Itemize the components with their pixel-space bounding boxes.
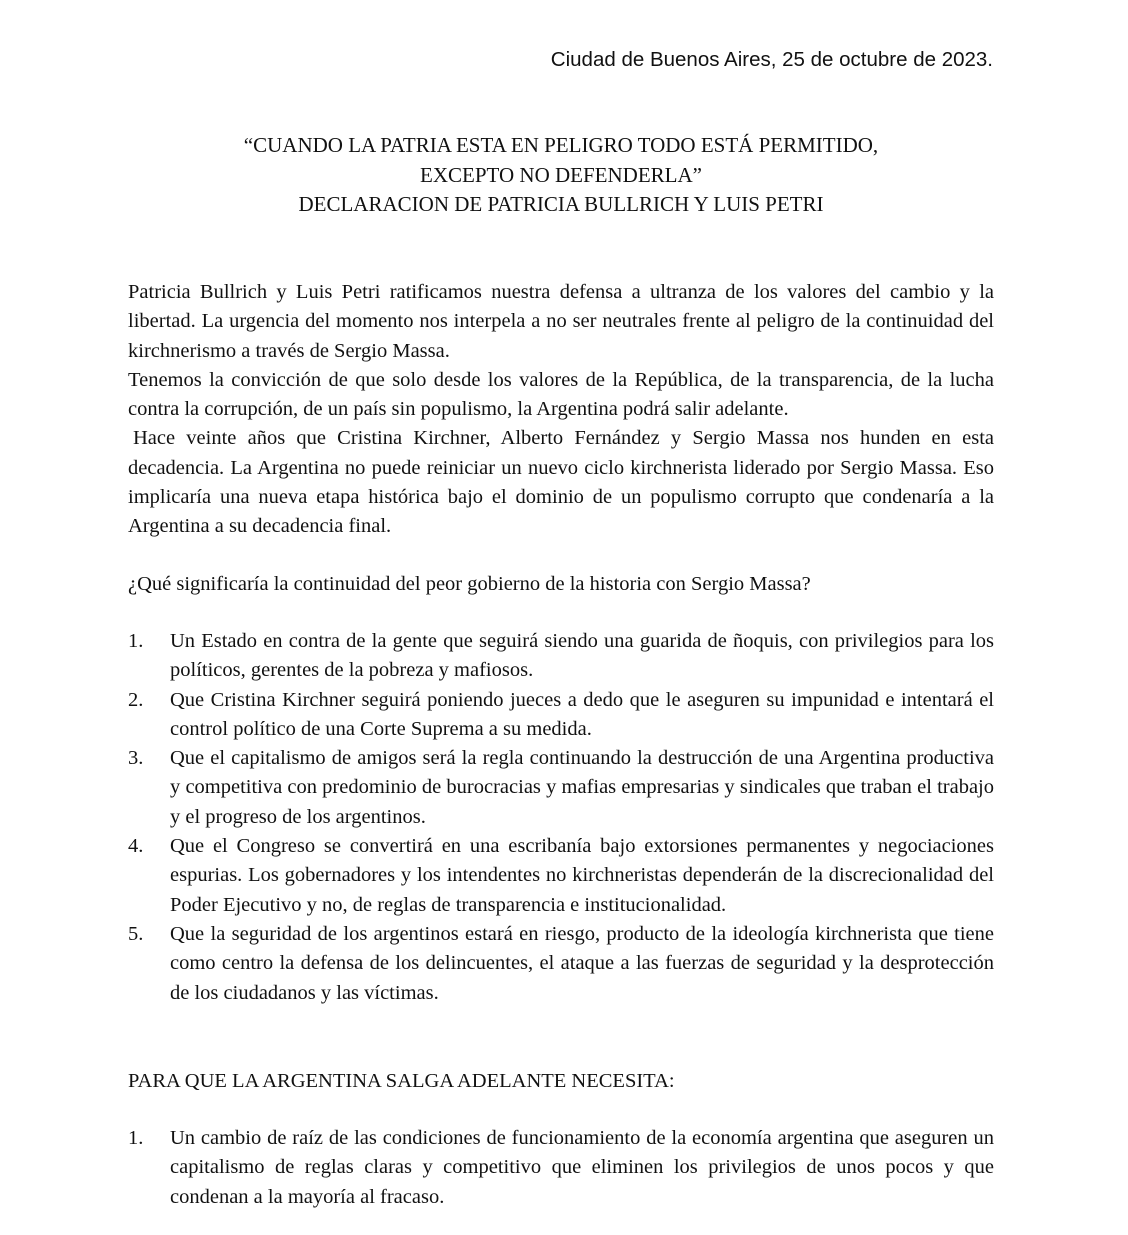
- list-item: 3. Que el capitalismo de amigos será la regla continuando la destrucción de una Argentina productiva y competitiva con predominio de burocracias y mafias empresarias y sindicales que traban el trabajo y el progreso de los argentinos.: [128, 747, 994, 828]
- paragraph-2: Tenemos la convicción de que solo desde los valores de la República, de la transparencia, de la lucha contra la corrupción, de un país sin populismo, la Argentina podrá salir adelante.: [128, 368, 994, 421]
- list-item: 4. Que el Congreso se convertirá en una escribanía bajo extorsiones permanentes y negociaciones espurias. Los gobernadores y los intendentes no kirchneristas dependerán de la discrecionalidad del Poder Ejecutivo y no, de reglas de transparencia e institucionalidad.: [128, 835, 994, 916]
- needs-list: [128, 1124, 994, 1212]
- question-heading: ¿Qué significaría la continuidad del peor gobierno de la historia con Sergio Massa?: [128, 573, 811, 595]
- list-item: 1. Un Estado en contra de la gente que seguirá siendo una guarida de ñoquis, con privilegios para los políticos, gerentes de la pobreza y mafiosos.: [128, 630, 994, 682]
- title-line-1: “CUANDO LA PATRIA ESTA EN PELIGRO TODO ESTÁ PERMITIDO,: [243, 133, 879, 157]
- dateline: Ciudad de Buenos Aires, 25 de octubre de 2023.: [550, 48, 993, 71]
- title-line-3: DECLARACION DE PATRICIA BULLRICH Y LUIS PETRI: [298, 192, 824, 216]
- title-line-2: EXCEPTO NO DEFENDERLA”: [420, 162, 702, 187]
- paragraph-1: [128, 278, 994, 366]
- intro-paragraphs: [128, 278, 994, 542]
- section-2-heading: PARA QUE LA ARGENTINA SALGA ADELANTE NECESITA:: [128, 1070, 675, 1092]
- signatories-names: Patricia Bullrich y Luis Petri: [128, 281, 381, 303]
- list-item: 2. Que Cristina Kirchner seguirá poniendo jueces a dedo que le aseguren su impunidad e intentará el control político de una Corte Suprema a su medida.: [128, 688, 994, 740]
- continuity-risks-list: [128, 627, 994, 1008]
- paragraph-1-text: ratificamos nuestra defensa a ultranza de los valores del cambio y la libertad. La urgencia del momento nos interpela a no ser neutrales frente al peligro de la continuidad del kirchnerismo a través de Sergio Massa.: [128, 281, 994, 362]
- declaration-title: [128, 131, 994, 220]
- list-item: 1. Un cambio de raíz de las condiciones de funcionamiento de la economía argentina que aseguren un capitalismo de reglas claras y competitivo que eliminen los privilegios de unos pocos y que condenan a la mayoría al fracaso.: [128, 1127, 994, 1208]
- paragraph-3: Hace veinte años que Cristina Kirchner, Alberto Fernández y Sergio Massa nos hunden en esta decadencia. La Argentina no puede reiniciar un nuevo ciclo kirchnerista liderado por Sergio Massa. Eso implicaría una nueva etapa histórica bajo el dominio de un populismo corrupto que condenaría a la Argentina a su decadencia final.: [128, 427, 994, 538]
- list-item: 5. Que la seguridad de los argentinos estará en riesgo, producto de la ideología kirchnerista que tiene como centro la defensa de los delincuentes, el ataque a las fuerzas de seguridad y la desprotección de los ciudadanos y las víctimas.: [128, 922, 994, 1004]
